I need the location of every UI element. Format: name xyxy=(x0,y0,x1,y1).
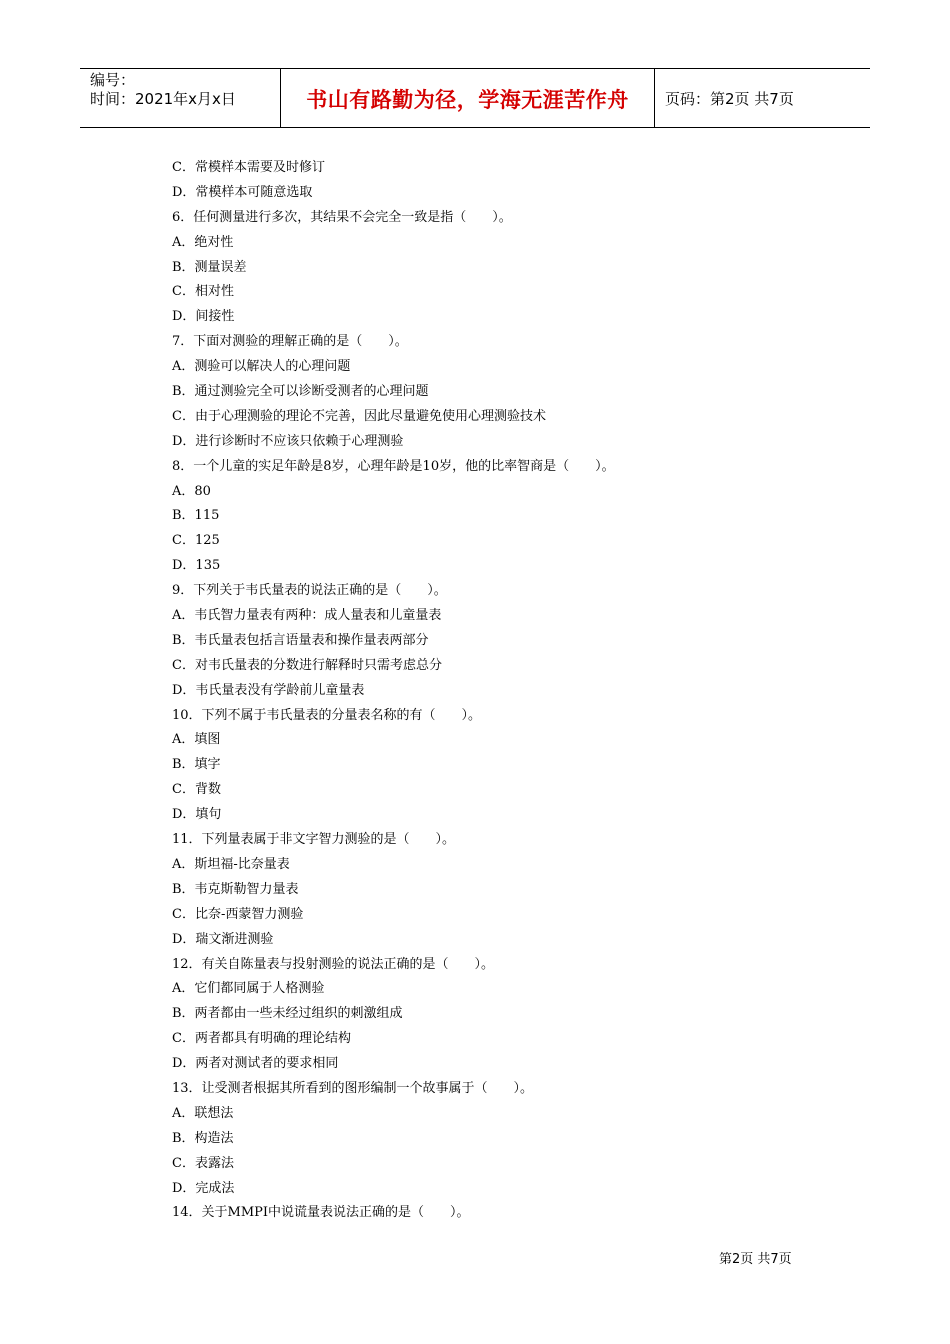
text-line: D．常模样本可随意选取 xyxy=(172,184,313,200)
code-label: 编号： xyxy=(90,71,136,89)
header-motto-cell xyxy=(281,69,655,127)
text-line: C．两者都具有明确的理论结构 xyxy=(172,1031,351,1047)
text-line: A．绝对性 xyxy=(172,234,234,250)
text-line: B．构造法 xyxy=(172,1130,234,1146)
text-line: C．背数 xyxy=(172,782,221,798)
text-line: D．完成法 xyxy=(172,1180,235,1196)
footer-page-info: 第2页 共7页 xyxy=(719,1252,792,1267)
text-line: C．125 xyxy=(172,533,220,549)
text-line: C．表露法 xyxy=(172,1155,234,1171)
text-line: A．韦氏智力量表有两种：成人量表和儿童量表 xyxy=(172,608,442,624)
question-content xyxy=(172,156,812,1226)
text-line: B．填字 xyxy=(172,757,221,773)
page-footer xyxy=(719,1248,792,1267)
text-line: B．115 xyxy=(172,508,220,524)
text-line: A．填图 xyxy=(172,732,221,748)
text-line: A．测验可以解决人的心理问题 xyxy=(172,359,351,375)
header-page-info: 页码：第2页 共7页 xyxy=(665,89,794,108)
text-line: D．填句 xyxy=(172,807,222,823)
text-line: 12．有关自陈量表与投射测验的说法正确的是（ ）。 xyxy=(172,956,495,972)
text-line: C．比奈-西蒙智力测验 xyxy=(172,906,304,922)
text-line: B．韦克斯勒智力量表 xyxy=(172,881,299,897)
text-line: 8．一个儿童的实足年龄是8岁，心理年龄是10岁，他的比率智商是（ ）。 xyxy=(172,458,615,474)
text-line: C．常模样本需要及时修订 xyxy=(172,160,325,175)
text-line: 9．下列关于韦氏量表的说法正确的是（ ）。 xyxy=(172,583,447,599)
motto-text: 书山有路勤为径，学海无涯苦作舟 xyxy=(306,88,629,112)
text-line: D．韦氏量表没有学龄前儿童量表 xyxy=(172,682,365,698)
header-page-cell xyxy=(655,69,870,127)
text-line: A．它们都同属于人格测验 xyxy=(172,981,325,997)
text-line: D．进行诊断时不应该只依赖于心理测验 xyxy=(172,433,404,449)
text-line: C．由于心理测验的理论不完善，因此尽量避免使用心理测验技术 xyxy=(172,408,546,424)
text-line: 10．下列不属于韦氏量表的分量表名称的有（ ）。 xyxy=(172,707,482,723)
text-line: 14．关于MMPI中说谎量表说法正确的是（ ）。 xyxy=(172,1205,470,1221)
text-line: A．斯坦福-比奈量表 xyxy=(172,856,290,872)
text-line: 11．下列量表属于非文字智力测验的是（ ）。 xyxy=(172,832,456,848)
text-line: D．瑞文渐进测验 xyxy=(172,931,274,947)
text-line: B．通过测验完全可以诊断受测者的心理问题 xyxy=(172,384,429,400)
text-line: B．两者都由一些未经过组织的刺激组成 xyxy=(172,1006,403,1022)
header-meta xyxy=(80,69,281,127)
text-line: D．间接性 xyxy=(172,309,235,325)
time-label: 时间：2021年x月x日 xyxy=(90,90,236,108)
text-line: B．韦氏量表包括言语量表和操作量表两部分 xyxy=(172,632,429,648)
text-line: 6．任何测量进行多次，其结果不会完全一致是指（ ）。 xyxy=(172,209,512,225)
text-line: 13．让受测者根据其所看到的图形编制一个故事属于（ ）。 xyxy=(172,1080,534,1096)
text-line: A．联想法 xyxy=(172,1105,234,1121)
text-line: C．相对性 xyxy=(172,284,234,300)
text-line: D．两者对测试者的要求相同 xyxy=(172,1056,339,1072)
text-line: B．测量误差 xyxy=(172,259,247,275)
text-line: C．对韦氏量表的分数进行解释时只需考虑总分 xyxy=(172,657,442,673)
page-header xyxy=(80,68,870,128)
text-line: A．80 xyxy=(172,483,211,499)
text-line: 7．下面对测验的理解正确的是（ ）。 xyxy=(172,334,408,350)
text-line: D．135 xyxy=(172,558,221,574)
